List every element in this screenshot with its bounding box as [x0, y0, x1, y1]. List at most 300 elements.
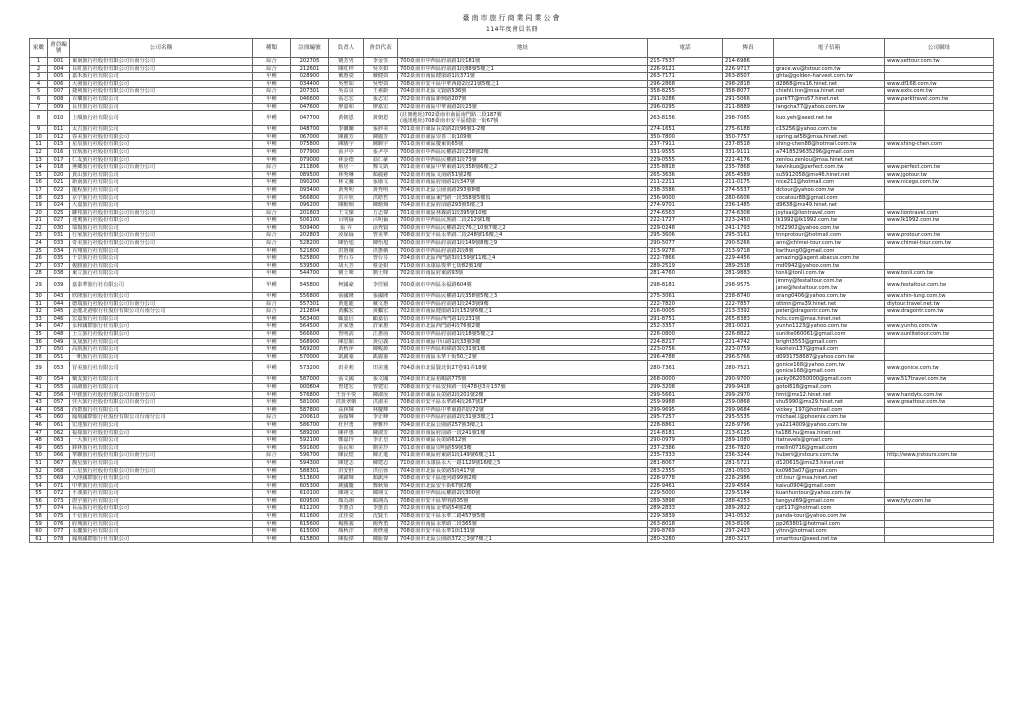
owner-cell: 劉士咪	[329, 270, 364, 278]
member-no-cell: 039	[48, 278, 70, 293]
address-cell: 700臺南市中西區府前路2段31號3樓之1	[398, 414, 648, 422]
address-cell: 708臺南市安平區安和路一段478巷3弄137號	[398, 383, 648, 391]
email-cell[interactable]: hmt@ms12.hinet.net	[774, 391, 885, 399]
fax-cell: 213-3392	[723, 308, 774, 316]
address-cell: 701臺南市東區府東路1段149號6樓之11	[398, 452, 648, 460]
website-cell	[885, 513, 994, 521]
email-cell[interactable]: shu5990@ms29.hinet.net	[774, 399, 885, 407]
website-cell[interactable]: www.protour.com.tw	[885, 232, 994, 240]
phone-cell: 296-0295	[648, 103, 723, 111]
type-cell: 甲種	[253, 217, 291, 225]
address-cell: 700臺南市中西區府前路1段88號5樓之1	[398, 65, 648, 73]
type-cell: 綜合	[253, 308, 291, 316]
email-cell[interactable]: chiehli.tnn@msa.hinet.net	[774, 88, 885, 96]
fax-cell: 236-1485	[723, 202, 774, 210]
website-cell	[885, 262, 994, 270]
count-cell: 52	[30, 467, 48, 475]
email-cell[interactable]: tonli@tonli.com.tw	[774, 270, 885, 278]
owner-cell: 王文傑	[329, 209, 364, 217]
email-cell[interactable]: pp263801@hotmail.com	[774, 520, 885, 528]
website-cell	[885, 133, 994, 141]
phone-cell: 274-6563	[648, 209, 723, 217]
representative-cell: 呂明倫	[364, 217, 398, 225]
table-row	[30, 361, 994, 376]
phone-cell: 274-9701	[648, 202, 723, 210]
website-cell[interactable]: diytour.travel.net.tw	[885, 300, 994, 308]
owner-cell: 曾明淸	[329, 331, 364, 339]
email-cell[interactable]: grace.wu@tstour.com.tw	[774, 65, 885, 73]
phone-cell: 358-8255	[648, 88, 723, 96]
email-cell[interactable]: smarttour@seed.net.tw	[774, 535, 885, 543]
table-row	[30, 308, 994, 316]
representative-cell: 張志宏	[364, 95, 398, 103]
member-no-cell: 056	[48, 391, 70, 399]
count-cell: 59	[30, 520, 48, 528]
phone-cell: 299-5661	[648, 391, 723, 399]
type-cell: 綜合	[253, 65, 291, 73]
phone-cell: 280-3280	[648, 535, 723, 543]
website-cell[interactable]: www.yunho.com.tw	[885, 323, 994, 331]
representative-cell: 吳幸娟	[364, 65, 398, 73]
member-no-cell: 073	[48, 497, 70, 505]
company-name-cell: 鳳凰國際旅行社有限公司	[70, 535, 253, 543]
address-cell: 700臺南市中西區民權路2段76之10號7樓之2	[398, 224, 648, 232]
member-no-cell: 024	[48, 202, 70, 210]
email-cell[interactable]: hubert@jrstours.com.tw	[774, 452, 885, 460]
type-cell: 甲種	[253, 103, 291, 111]
reg-no-cell: 096200	[291, 202, 329, 210]
table-header-row	[30, 39, 994, 58]
member-no-cell: 016	[48, 148, 70, 156]
website-cell[interactable]: www.exts.com.tw	[885, 88, 994, 96]
fax-cell: 274-6308	[723, 209, 774, 217]
company-name-cell: 鳳凰國際旅行社股份有限公司台南分公司	[70, 414, 253, 422]
address-cell: 700臺南市中西區府前路1段181號	[398, 58, 648, 66]
fax-cell: 213-6125	[723, 429, 774, 437]
reg-no-cell: 034400	[291, 80, 329, 88]
type-cell: 綜合	[253, 88, 291, 96]
website-cell	[885, 224, 994, 232]
email-cell[interactable]: md0942@yahoo.com.tw	[774, 262, 885, 270]
website-cell[interactable]: www.perfect.com.tw	[885, 164, 994, 172]
website-cell[interactable]: www.gonice.com.tw	[885, 361, 994, 376]
phone-cell: 281-4760	[648, 270, 723, 278]
reg-no-cell: 047700	[291, 111, 329, 126]
phone-cell: 295-3606	[648, 232, 723, 240]
table-row	[30, 414, 994, 422]
phone-cell: 228-9461	[648, 482, 723, 490]
type-cell: 甲種	[253, 459, 291, 467]
table-row	[30, 315, 994, 323]
email-cell[interactable]: karlhung0@gmail.com	[774, 247, 885, 255]
email-cell[interactable]: hcts.com@msa.hinet.net	[774, 315, 885, 323]
email-cell[interactable]: c15256@yahoo.com.tw	[774, 126, 885, 134]
email-cell[interactable]: lk1992@lk1992.com.tw	[774, 217, 885, 225]
company-name-cell: 唐宇旅行社有限公司	[70, 497, 253, 505]
email-cell[interactable]: d120615@ms23.hinet.net	[774, 459, 885, 467]
email-cell[interactable]: ottmn@ms39.hinet.net	[774, 300, 885, 308]
address-cell: 701臺南市東區慶東街65號	[398, 141, 648, 149]
type-cell: 甲種	[253, 141, 291, 149]
representative-cell: 顏翊為	[364, 497, 398, 505]
owner-cell: 洪惠娥	[329, 247, 364, 255]
phone-cell: 281-8067	[648, 459, 723, 467]
email-cell[interactable]: peter@dragontr.com.tw	[774, 308, 885, 316]
count-cell: 53	[30, 475, 48, 483]
owner-cell: 黃朝恩	[329, 111, 364, 126]
address-cell: 700臺南市中西區民權路2段238號2樓	[398, 148, 648, 156]
member-no-cell: 047	[48, 323, 70, 331]
table-row	[30, 452, 994, 460]
member-no-cell: 037	[48, 262, 70, 270]
reg-no-cell: 207301	[291, 88, 329, 96]
website-cell[interactable]: www.nicego.com.tw	[885, 179, 994, 187]
website-cell[interactable]: www.parktravel.com.tw	[885, 95, 994, 103]
email-cell[interactable]: jacky062050000@gmail.com	[774, 376, 885, 384]
table-row	[30, 209, 994, 217]
table-row	[30, 338, 994, 346]
website-cell	[885, 126, 994, 134]
representative-cell: 顏麗慈	[364, 171, 398, 179]
table-row	[30, 475, 994, 483]
count-cell: 29	[30, 278, 48, 293]
representative-cell: 劉士咪	[364, 270, 398, 278]
email-cell[interactable]: vickey_197@hotmail.com	[774, 406, 885, 414]
website-cell[interactable]: www.df168.com.tw	[885, 80, 994, 88]
representative-cell: 黃修通	[364, 528, 398, 536]
owner-cell: 林秀琳	[329, 171, 364, 179]
reg-no-cell: 596700	[291, 452, 329, 460]
website-cell[interactable]: www.greattour.com.tw	[885, 399, 994, 407]
email-cell[interactable]: gotol618@gmail.com	[774, 383, 885, 391]
email-cell[interactable]: tnnprotour@hotmail.com	[774, 232, 885, 240]
website-cell	[885, 406, 994, 414]
owner-cell: 陳民煌	[329, 452, 364, 460]
owner-cell: 顧嘉信	[329, 315, 364, 323]
phone-cell: 216-0005	[648, 308, 723, 316]
email-cell[interactable]: kuo.yeh@seed.net.tw	[774, 111, 885, 126]
email-cell[interactable]: shing-chen88@hotmail.com.tw	[774, 141, 885, 149]
company-name-cell: 春美旅行社股份有限公司	[70, 133, 253, 141]
fax-cell: 299-9418	[723, 383, 774, 391]
email-cell[interactable]: d9638@ms49.hinet.net	[774, 202, 885, 210]
email-cell[interactable]: spring.wl58@msa.hinet.net	[774, 133, 885, 141]
member-no-cell: 060	[48, 414, 70, 422]
count-cell: 27	[30, 262, 48, 270]
website-cell[interactable]: www.sunlitetour.com.tw	[885, 331, 994, 339]
email-cell[interactable]: itatravels@gmail.com	[774, 437, 885, 445]
owner-cell: 黃進龍	[329, 300, 364, 308]
email-cell[interactable]: zenlou.zenlou@msa.hinet.net	[774, 156, 885, 164]
address-cell: 700臺南市中西區府前路2段8號	[398, 247, 648, 255]
column-owner-header: 負責人	[329, 39, 364, 58]
count-cell: 2	[30, 65, 48, 73]
website-cell[interactable]: www.lk1992.com.tw	[885, 217, 994, 225]
fax-cell: 265-8383	[723, 315, 774, 323]
company-name-cell: 千景旅行社有限公司	[70, 255, 253, 263]
address-cell: 700臺南市中西區民權路1段358號5樓之3	[398, 293, 648, 301]
count-cell: 49	[30, 444, 48, 452]
email-cell[interactable]: d2868@ms16.hinet.net	[774, 80, 885, 88]
table-row	[30, 391, 994, 399]
email-cell[interactable]: yunho1123@yahoo.com.tw	[774, 323, 885, 331]
email-cell[interactable]: dctour@yahoo.com.tw	[774, 186, 885, 194]
table-row	[30, 513, 994, 521]
owner-cell: 林文馨	[329, 179, 364, 187]
company-name-cell: 大陸國際旅行社有限公司	[70, 475, 253, 483]
email-cell[interactable]: tangyul69@gmail.com	[774, 497, 885, 505]
representative-cell: 張妙美	[364, 126, 398, 134]
fax-cell: 235-7868	[723, 164, 774, 172]
table-row	[30, 186, 994, 194]
representative-cell: 陳駿宇	[364, 141, 398, 149]
email-cell[interactable]: kaivu0904@gmail.com	[774, 482, 885, 490]
reg-no-cell: 576800	[291, 391, 329, 399]
website-cell	[885, 315, 994, 323]
website-cell	[885, 73, 994, 81]
type-cell: 甲種	[253, 293, 291, 301]
type-cell: 甲種	[253, 95, 291, 103]
website-cell	[885, 383, 994, 391]
count-cell: 20	[30, 209, 48, 217]
website-cell[interactable]: www.handyts.com.tw	[885, 391, 994, 399]
count-cell: 17	[30, 186, 48, 194]
representative-cell: 沈賢玉	[364, 513, 398, 521]
phone-cell: 263-8018	[648, 520, 723, 528]
email-cell[interactable]: nice211@hotmail.com	[774, 179, 885, 187]
table-row	[30, 528, 994, 536]
email-cell[interactable]: cpt117@hotmail.com	[774, 505, 885, 513]
address-cell: 704臺南市北區公園南路293號8樓	[398, 186, 648, 194]
fax-cell: 295-3161	[723, 232, 774, 240]
email-cell[interactable]: ks0983a07@gmail.com	[774, 467, 885, 475]
type-cell: 甲種	[253, 520, 291, 528]
reg-no-cell: 077900	[291, 148, 329, 156]
count-cell: 57	[30, 505, 48, 513]
email-cell[interactable]: ann@chimei-tour.com.tw	[774, 240, 885, 248]
member-no-cell: 077	[48, 528, 70, 536]
fax-cell: 274-5537	[723, 186, 774, 194]
reg-no-cell: 528200	[291, 240, 329, 248]
owner-cell: 陳勳炯	[329, 202, 364, 210]
owner-cell: 洪安舒	[329, 467, 364, 475]
website-cell[interactable]: www.jgotour.tw	[885, 171, 994, 179]
representative-cell: 曾台芬	[364, 255, 398, 263]
email-cell[interactable]: kuanhuntour@yahoo.com.tw	[774, 490, 885, 498]
fax-cell: 222-7857	[723, 300, 774, 308]
address-cell: 700臺南市中西區府前路1段243號9樓	[398, 300, 648, 308]
email-cell[interactable]: cocatour88@gmail.com	[774, 194, 885, 202]
reg-no-cell: 544700	[291, 270, 329, 278]
email-cell[interactable]: jimmy@festaltour.com.tw jane@festaltour.com.tw	[774, 278, 885, 293]
reg-no-cell: 594300	[291, 459, 329, 467]
representative-cell: 翁仁豪	[364, 156, 398, 164]
website-cell[interactable]: www.517travel.com.tw	[885, 376, 994, 384]
address-cell: (註冊地址)702臺南市南區南門路二段187號 (通訊地址)708臺南市安平區健康一街67號	[398, 111, 648, 126]
column-representative-header: 會員代表	[364, 39, 398, 58]
email-cell[interactable]: ghta@golden-harvest.com.tw	[774, 73, 885, 81]
email-cell[interactable]: kaohsin137@gmail.com	[774, 346, 885, 354]
count-cell: 5	[30, 88, 48, 96]
type-cell: 甲種	[253, 475, 291, 483]
address-cell: 702臺南市南區新興路207號	[398, 95, 648, 103]
company-name-cell: 府城旅行社有限公司	[70, 520, 253, 528]
owner-cell: 田美莉	[329, 361, 364, 376]
type-cell: 甲種	[253, 444, 291, 452]
owner-cell: 陳建志	[329, 459, 364, 467]
phone-cell: 295-7257	[648, 414, 723, 422]
reg-no-cell: 569200	[291, 346, 329, 354]
representative-cell: 陳怡旭	[364, 240, 398, 248]
website-cell[interactable]: www.tonli.com.tw	[885, 270, 994, 278]
phone-cell: 299-8769	[648, 528, 723, 536]
fax-cell: 237-8518	[723, 141, 774, 149]
type-cell: 甲種	[253, 376, 291, 384]
reg-no-cell: 587800	[291, 406, 329, 414]
member-no-cell: 044	[48, 300, 70, 308]
reg-no-cell: 591600	[291, 444, 329, 452]
member-no-cell: 048	[48, 331, 70, 339]
count-cell: 45	[30, 414, 48, 422]
email-cell[interactable]: amazing@agent.abacus.com.tw	[774, 255, 885, 263]
email-cell[interactable]: sunlite060061@gmail.com	[774, 331, 885, 339]
representative-cell: 陳翊文	[364, 490, 398, 498]
phone-cell: 290-0979	[648, 437, 723, 445]
type-cell: 甲種	[253, 353, 291, 361]
count-cell: 46	[30, 421, 48, 429]
address-cell: 700臺南市中西區中華東路四段72號	[398, 406, 648, 414]
table-row	[30, 467, 994, 475]
representative-cell: 涂秀賢	[364, 224, 398, 232]
email-cell[interactable]: a7418529635296@gmail.com	[774, 148, 885, 156]
fax-cell: 358-8077	[723, 88, 774, 96]
website-cell	[885, 528, 994, 536]
email-cell[interactable]: kevinkuo@perfect.com.tw	[774, 164, 885, 172]
address-cell: 700臺南市中西區和緯路3段31號1樓	[398, 346, 648, 354]
company-name-cell: 平漢旅行社有限公司	[70, 490, 253, 498]
fax-cell: 281-5721	[723, 459, 774, 467]
email-cell[interactable]: hf22902@yahoo.com.tw	[774, 224, 885, 232]
company-name-cell: 上立旅行社股份有限公司	[70, 331, 253, 339]
website-cell[interactable]: http://www.jrstours.com.tw	[885, 452, 994, 460]
email-cell[interactable]: su5912058@ms46.hinet.net	[774, 171, 885, 179]
member-no-cell: 065	[48, 444, 70, 452]
website-cell	[885, 202, 994, 210]
company-name-cell: 永和國際旅行社有限公司	[70, 323, 253, 331]
representative-cell: 張國隆	[364, 293, 398, 301]
type-cell: 甲種	[253, 73, 291, 81]
reg-no-cell: 557301	[291, 300, 329, 308]
website-cell[interactable]: www.shin-lung.com.tw	[885, 293, 994, 301]
email-cell[interactable]: panda-tour@yahoo.com.tw	[774, 513, 885, 521]
phone-cell: 235-8818	[648, 164, 723, 172]
count-cell: 18	[30, 194, 48, 202]
member-no-cell: 055	[48, 383, 70, 391]
fax-cell: 281-9883	[723, 270, 774, 278]
member-no-cell: 072	[48, 490, 70, 498]
website-cell	[885, 346, 994, 354]
fax-cell: 350-7757	[723, 133, 774, 141]
email-cell[interactable]: meilin0716@gmail.com	[774, 444, 885, 452]
owner-cell: 陳振偉	[329, 535, 364, 543]
email-cell[interactable]: parkT7@ms57.hinet.net	[774, 95, 885, 103]
email-cell[interactable]: gonice168@yahoo.com.tw gonice168@gmail.com	[774, 361, 885, 376]
type-cell: 甲種	[253, 338, 291, 346]
email-cell[interactable]: bright3553@gmail.com	[774, 338, 885, 346]
website-cell[interactable]: www.dragontr.com.tw	[885, 308, 994, 316]
table-row	[30, 247, 994, 255]
table-row	[30, 103, 994, 111]
representative-cell: 廖嘉宏	[364, 103, 398, 111]
count-cell: 24	[30, 240, 48, 248]
company-name-cell: 聯邦旅行社股份有限公司台南分公司	[70, 209, 253, 217]
website-cell[interactable]: www.liontravel.com	[885, 209, 994, 217]
owner-cell: 張 卉	[329, 224, 364, 232]
representative-cell: 田美蓮	[364, 361, 398, 376]
type-cell: 綜合	[253, 240, 291, 248]
representative-cell: 黃朝恩	[364, 111, 398, 126]
website-cell	[885, 429, 994, 437]
owner-cell: 曾建宏	[329, 383, 364, 391]
address-cell: 702臺南市南區府南路1段347號	[398, 179, 648, 187]
website-cell[interactable]: www.settour.com.tw	[885, 58, 994, 66]
fax-cell: 263-8507	[723, 73, 774, 81]
email-cell[interactable]: orang0406@yahoo.com.tw	[774, 293, 885, 301]
website-cell[interactable]: www.shing-chen.com	[885, 141, 994, 149]
phone-cell: 214-8181	[648, 429, 723, 437]
member-no-cell: 053	[48, 361, 70, 376]
email-cell[interactable]: ya2214009@yahoo.com.tw	[774, 421, 885, 429]
count-cell: 50	[30, 452, 48, 460]
owner-cell: 楊勝義	[329, 520, 364, 528]
representative-cell: 鄭文凱	[364, 164, 398, 172]
website-cell[interactable]: www.festaltour.com.tw	[885, 278, 994, 293]
representative-cell: 林慶輝	[364, 406, 398, 414]
member-no-cell: 049	[48, 338, 70, 346]
representative-cell: 洪惠娥	[364, 247, 398, 255]
representative-cell: 戴健如	[364, 73, 398, 81]
owner-cell: 黃秀明	[329, 186, 364, 194]
representative-cell: 曾美華	[364, 232, 398, 240]
email-cell[interactable]: d0931758687@yahoo.com.tw	[774, 353, 885, 361]
phone-cell: 228-9778	[648, 475, 723, 483]
table-row	[30, 156, 994, 164]
website-cell[interactable]: www.tyty.com.tw	[885, 497, 994, 505]
member-no-cell: 023	[48, 194, 70, 202]
count-cell: 54	[30, 482, 48, 490]
phone-cell: 236-9000	[648, 194, 723, 202]
type-cell: 甲種	[253, 406, 291, 414]
website-cell[interactable]: www.chimei-tour.com.tw	[885, 240, 994, 248]
type-cell: 綜合	[253, 414, 291, 422]
email-cell[interactable]: ta188.hu@msa.hinet.net	[774, 429, 885, 437]
address-cell: 704臺南市北區公園路257號3樓之1	[398, 421, 648, 429]
reg-no-cell: 089500	[291, 171, 329, 179]
member-no-cell: 011	[48, 126, 70, 134]
email-cell[interactable]: langcha77@yahoo.com.tw	[774, 103, 885, 111]
count-cell: 7	[30, 103, 48, 111]
representative-cell: 陳峻源	[364, 346, 398, 354]
company-name-cell: 中華旅行社有限公司	[70, 482, 253, 490]
email-cell[interactable]: yltnn@hotmail.com	[774, 528, 885, 536]
email-cell[interactable]: ctl.tour @msa.hinet.net	[774, 475, 885, 483]
fax-cell: 228-2986	[723, 475, 774, 483]
email-cell[interactable]: michael.l@phoenix.com.tw	[774, 414, 885, 422]
fax-cell: 299-9684	[723, 406, 774, 414]
fax-cell: 263-8106	[723, 520, 774, 528]
email-cell[interactable]: joytsai@liontravel.com	[774, 209, 885, 217]
type-cell: 甲種	[253, 331, 291, 339]
